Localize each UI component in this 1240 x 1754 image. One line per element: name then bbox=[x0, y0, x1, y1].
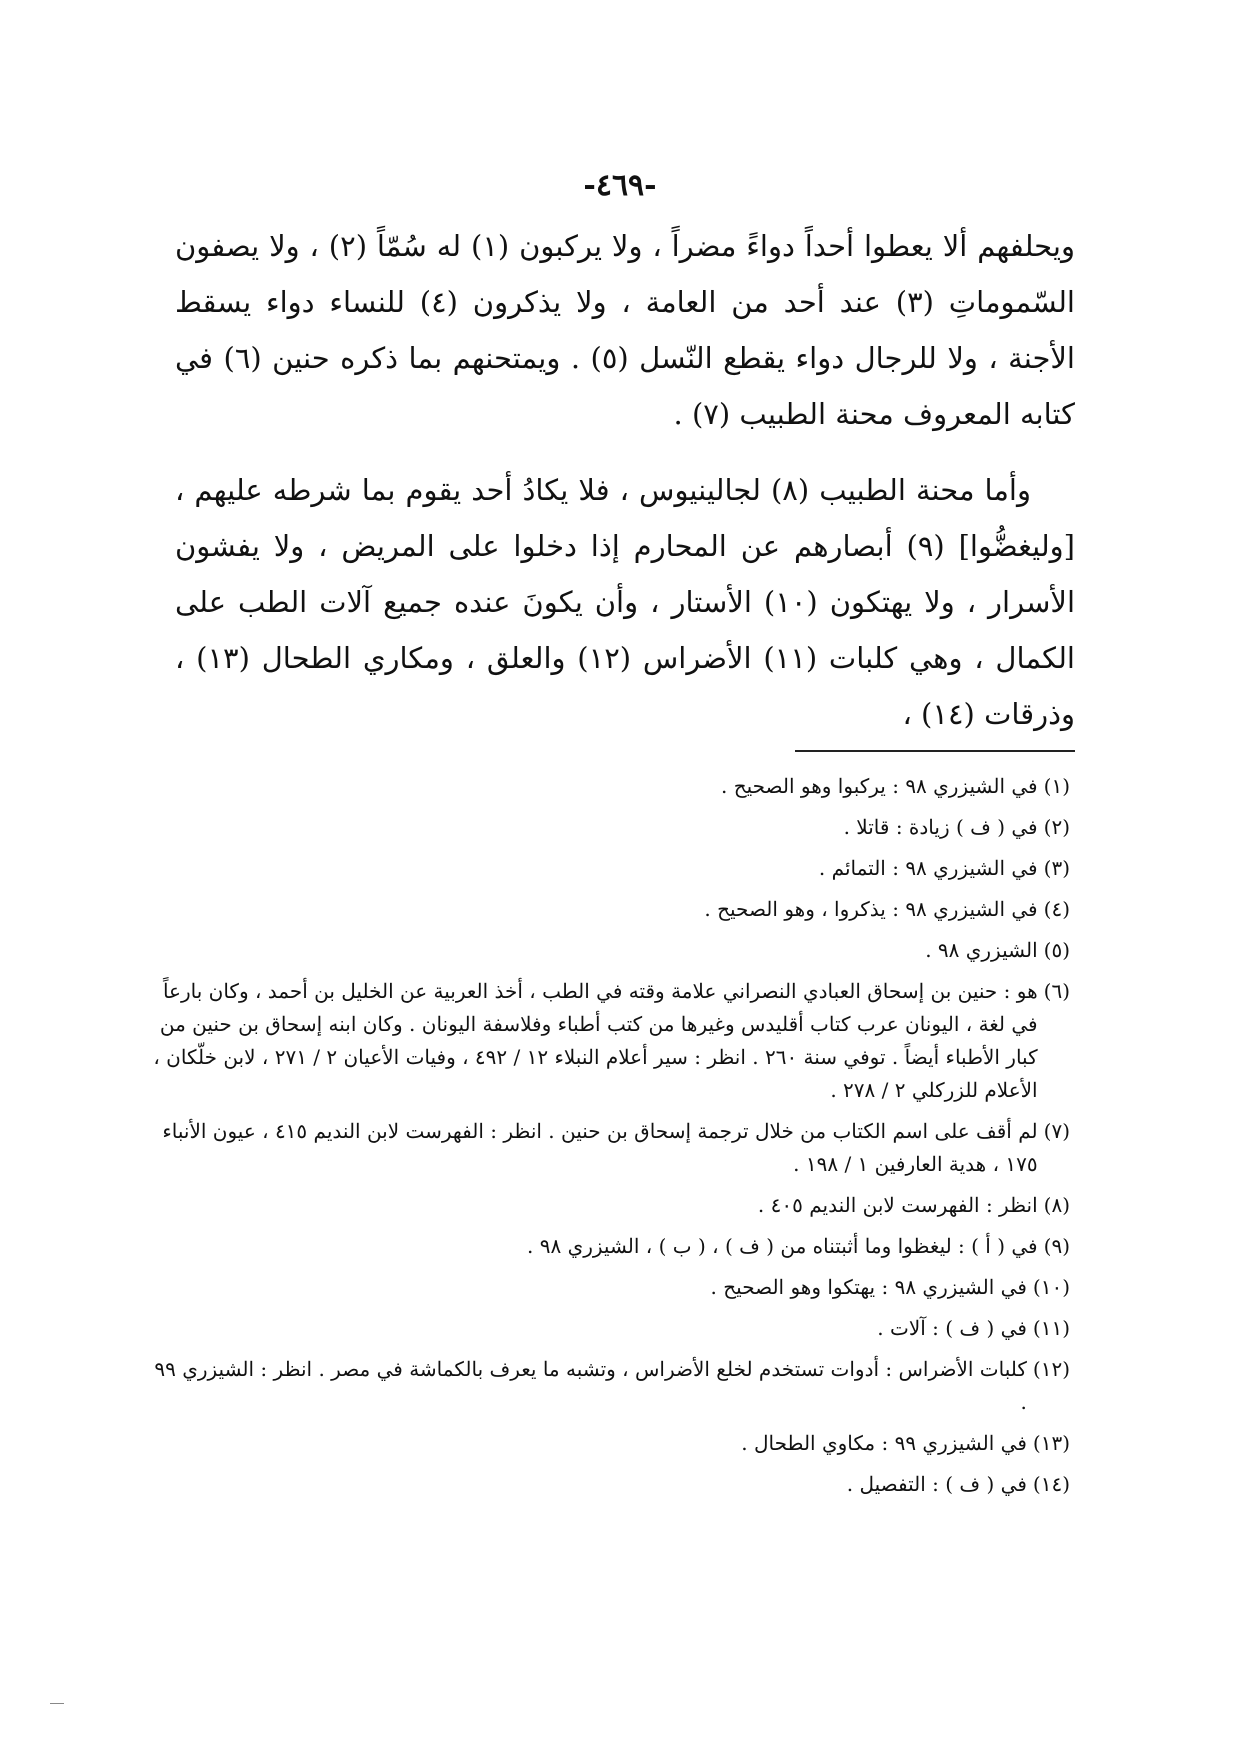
footnote-number: (٥) bbox=[1043, 938, 1070, 962]
footnote-9 bbox=[150, 1230, 1070, 1263]
footnote-text: في ( ف ) : التفصيل . bbox=[846, 1472, 1027, 1496]
footnote-text: في ( ف ) : آلات . bbox=[877, 1316, 1027, 1340]
footnote-text: في ( ف ) زيادة : قاتلا . bbox=[843, 815, 1038, 839]
footnote-text: الشيزري ٩٨ . bbox=[925, 938, 1038, 962]
footnote-6 bbox=[150, 975, 1070, 1107]
footnote-8 bbox=[150, 1189, 1070, 1222]
footnote-number: (٦) bbox=[1043, 979, 1070, 1003]
footnote-text: في ( أ ) : ليغظوا وما أثبتناه من ( ف ) ، ( ب ) ، الشيزري ٩٨ . bbox=[527, 1234, 1038, 1258]
footnotes-list bbox=[150, 770, 1070, 1509]
footnote-text: هو : حنين بن إسحاق العبادي النصراني علامة وقته في الطب ، أخذ العربية عن الخليل بن أحمد ، وكان بارعاً في لغة ، اليونان عرب كتاب أقليدس وغيرها من كتب أطباء وفلاسفة اليونان . وكان ابنه إسحاق بن حنين من كبار الأطباء أيضاً . توفي سنة ٢٦٠ . انظر : سير أعلام النبلاء ١٢ / ٤٩٢ ، وفيات الأعيان ٢ / ٢٧١ ، لابن خلّكان ، الأعلام للزركلي ٢ / ٢٧٨ . bbox=[153, 979, 1038, 1102]
footnote-text: كلبات الأضراس : أدوات تستخدم لخلع الأضراس ، وتشبه ما يعرف بالكماشة في مصر . انظر : الشيزري ٩٩ . bbox=[154, 1357, 1027, 1414]
footnote-number: (١١) bbox=[1032, 1316, 1070, 1340]
footnote-1 bbox=[150, 770, 1070, 803]
footnote-13 bbox=[150, 1427, 1070, 1460]
footnote-number: (١) bbox=[1043, 774, 1070, 798]
footnote-number: (٣) bbox=[1043, 856, 1070, 880]
footnote-text: في الشيزري ٩٨ : التمائم . bbox=[818, 856, 1038, 880]
main-text bbox=[175, 218, 1075, 742]
footnote-number: (١٠) bbox=[1032, 1275, 1070, 1299]
footnote-14 bbox=[150, 1468, 1070, 1501]
footnote-number: (١٣) bbox=[1032, 1431, 1070, 1455]
paragraph-1: ويحلفهم ألا يعطوا أحداً دواءً مضراً ، ولا يركبون (١) له سُمّاً (٢) ، ولا يصفون السّموماتِ (٣) عند أحد من العامة ، ولا يذكرون (٤) للنساء دواء يسقط الأجنة ، ولا للرجال دواء يقطع النّسل (٥) . ويمتحنهم بما ذكره حنين (٦) في كتابه المعروف محنة الطبيب (٧) . bbox=[175, 229, 1075, 431]
footnote-number: (٢) bbox=[1043, 815, 1070, 839]
footnote-4 bbox=[150, 893, 1070, 926]
footnote-number: (٤) bbox=[1043, 897, 1070, 921]
footnote-3 bbox=[150, 852, 1070, 885]
footnote-text: انظر : الفهرست لابن النديم ٤٠٥ . bbox=[757, 1193, 1038, 1217]
footnote-5 bbox=[150, 934, 1070, 967]
footnote-number: (٨) bbox=[1043, 1193, 1070, 1217]
footnote-text: لم أقف على اسم الكتاب من خلال ترجمة إسحاق بن حنين . انظر : الفهرست لابن النديم ٤١٥ ، عيون الأنباء ١٧٥ ، هدية العارفين ١ / ١٩٨ . bbox=[162, 1119, 1038, 1176]
footnote-number: (١٤) bbox=[1032, 1472, 1070, 1496]
footnote-number: (٩) bbox=[1043, 1234, 1070, 1258]
footnote-number: (١٢) bbox=[1032, 1357, 1070, 1381]
footnote-7 bbox=[150, 1115, 1070, 1181]
footnote-number: (٧) bbox=[1043, 1119, 1070, 1143]
footnote-2 bbox=[150, 811, 1070, 844]
footnote-10 bbox=[150, 1271, 1070, 1304]
paragraph-2: وأما محنة الطبيب (٨) لجالينيوس ، فلا يكادُ أحد يقوم بما شرطه عليهم ، [وليغضُّوا] (٩) أبصارهم عن المحارم إذا دخلوا على المريض ، ولا يفشون الأسرار ، ولا يهتكون (١٠) الأستار ، وأن يكونَ عنده جميع آلات الطب على الكمال ، وهي كلبات (١١) الأضراس (١٢) والعلق ، ومكاري الطحال (١٣) ، وذرقات (١٤) ، bbox=[175, 473, 1076, 731]
footnote-text: في الشيزري ٩٨ : يذكروا ، وهو الصحيح . bbox=[704, 897, 1038, 921]
footnote-12 bbox=[150, 1353, 1070, 1419]
footnote-divider bbox=[795, 750, 1075, 752]
page-number: -٤٦٩- bbox=[583, 168, 657, 203]
scan-mark bbox=[50, 1703, 64, 1704]
footnote-text: في الشيزري ٩٩ : مكاوي الطحال . bbox=[741, 1431, 1027, 1455]
footnote-11 bbox=[150, 1312, 1070, 1345]
footnote-text: في الشيزري ٩٨ : يركبوا وهو الصحيح . bbox=[720, 774, 1038, 798]
footnote-text: في الشيزري ٩٨ : يهتكوا وهو الصحيح . bbox=[710, 1275, 1027, 1299]
